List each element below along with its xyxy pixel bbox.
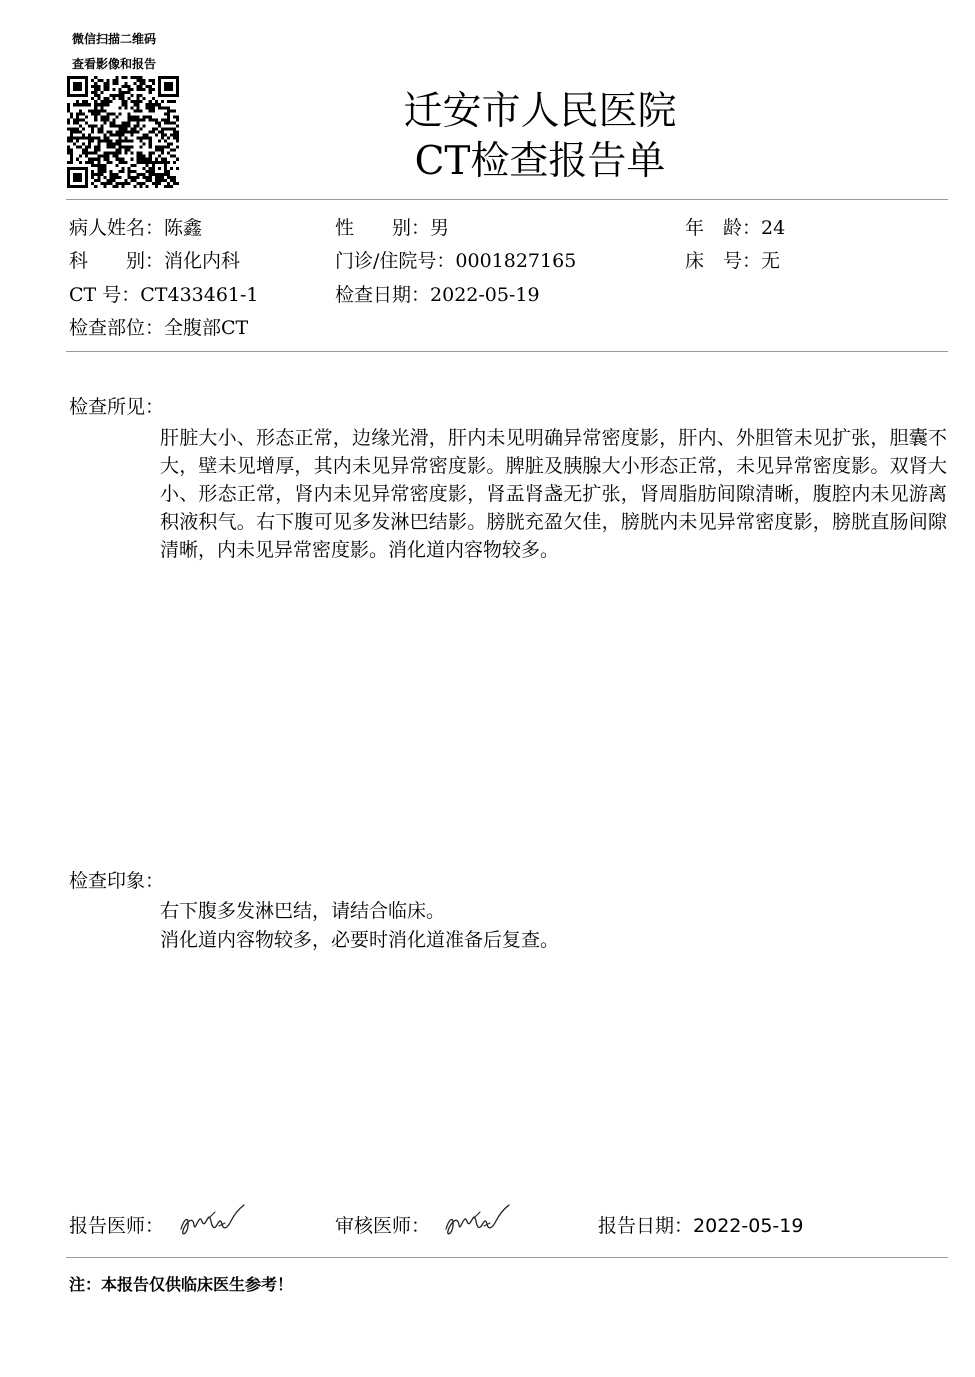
exam-date-label: 检查日期： — [335, 284, 431, 306]
report-date-field — [598, 1211, 803, 1238]
divider-info — [66, 351, 948, 352]
report-date-value: 2022-05-19 — [693, 1215, 804, 1237]
impression-list — [160, 897, 559, 955]
report-title: CT检查报告单 — [414, 139, 666, 184]
report-date-label: 报告日期： — [598, 1215, 694, 1237]
impression-heading: 检查印象： — [69, 870, 165, 892]
hospital-name: 迁安市人民医院 — [403, 89, 677, 134]
findings-text: 肝脏大小、形态正常，边缘光滑，肝内未见明确异常密度影，肝内、外胆管未见扩张，胆囊不大，壁未见增厚，其内未见异常密度影。脾脏及胰腺大小形态正常，未见异常密度影。双肾大小、形态正常，肾内未见异常密度影，肾盂肾盏无扩张，肾周脂肪间隙清晰，腹腔内未见游离积液积气。右下腹可见多发淋巴结影。膀胱充盈欠佳，膀胱内未见异常密度影，膀胱直肠间隙清晰，内未见异常密度影。消化道内容物较多。 — [160, 427, 947, 561]
reporter-label: 报告医师： — [69, 1215, 165, 1237]
age-label: 年 龄： — [685, 217, 762, 239]
age-value: 24 — [761, 217, 786, 239]
patient-name-value: 陈鑫 — [164, 217, 203, 239]
findings-heading: 检查所见： — [69, 396, 165, 418]
reviewer-signature — [440, 1199, 512, 1245]
reviewer-label: 审核医师： — [335, 1215, 431, 1237]
sex-value: 男 — [430, 217, 450, 239]
reporter-signature — [175, 1199, 247, 1245]
exam-date-field — [335, 280, 540, 307]
exam-part-label: 检查部位： — [69, 317, 165, 339]
patient-name-field — [69, 213, 202, 240]
outpatient-label: 门诊/住院号： — [335, 250, 456, 272]
department-field — [69, 246, 240, 273]
bed-value: 无 — [761, 250, 781, 272]
exam-part-field — [69, 313, 248, 340]
age-field — [685, 213, 785, 240]
department-value: 消化内科 — [164, 250, 241, 272]
impression-line: 右下腹多发淋巴结，请结合临床。 — [160, 900, 446, 922]
divider-bottom — [66, 1257, 948, 1258]
qr-caption-line1: 微信扫描二维码 — [72, 32, 157, 46]
ct-number-field — [69, 280, 259, 307]
outpatient-field — [335, 246, 576, 273]
disclaimer-note: 注：本报告仅供临床医生参考！ — [69, 1275, 294, 1294]
bed-field — [685, 246, 780, 273]
patient-name-label: 病人姓名： — [69, 217, 165, 239]
bed-label: 床 号： — [685, 250, 762, 272]
sex-field — [335, 213, 449, 240]
department-label: 科 别： — [69, 250, 165, 272]
qr-code[interactable] — [67, 76, 179, 188]
ct-number-label: CT 号： — [69, 284, 141, 306]
exam-date-value: 2022-05-19 — [430, 284, 540, 306]
impression-line: 消化道内容物较多，必要时消化道准备后复查。 — [160, 929, 560, 951]
outpatient-value: 0001827165 — [455, 250, 577, 272]
qr-caption-line2: 查看影像和报告 — [72, 57, 157, 71]
sex-label: 性 别： — [335, 217, 431, 239]
exam-part-value: 全腹部CT — [164, 317, 249, 339]
ct-number-value: CT433461-1 — [140, 284, 259, 306]
divider-top — [66, 199, 948, 200]
